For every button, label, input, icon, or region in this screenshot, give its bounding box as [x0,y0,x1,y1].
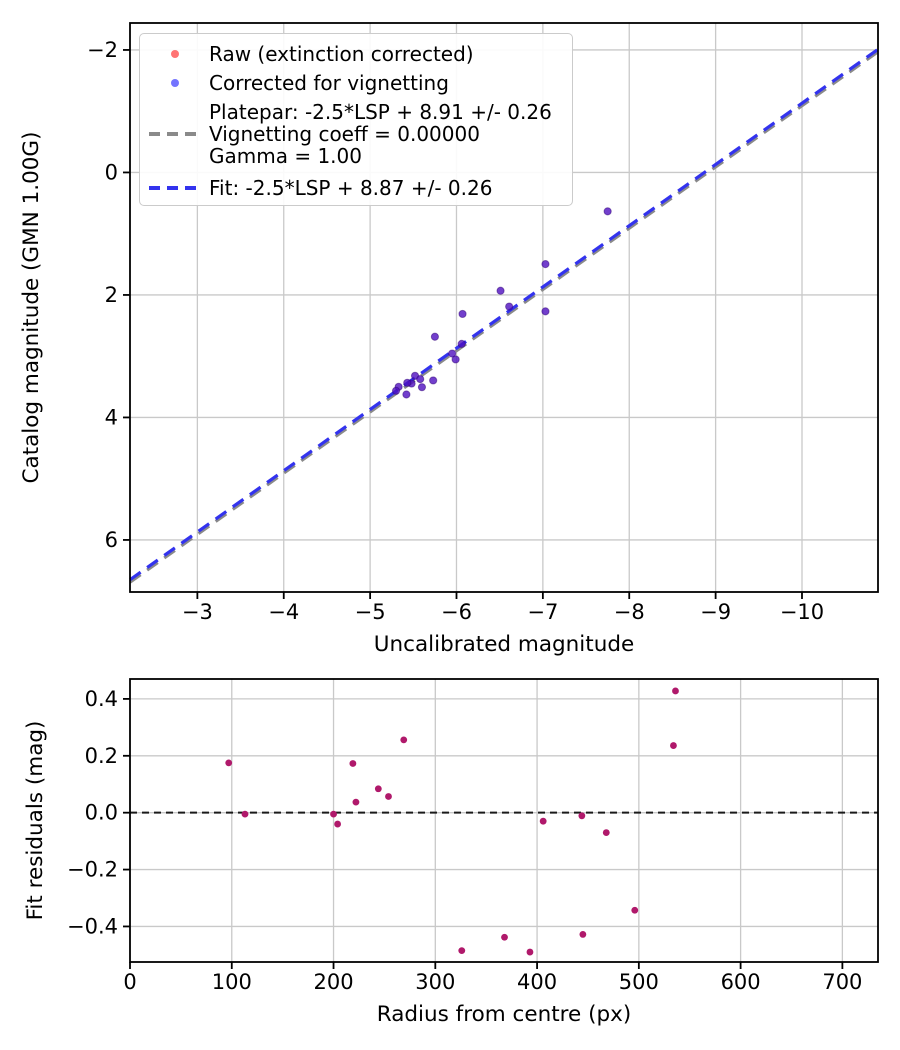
x-tick-label: −10 [779,600,825,624]
residual-point [225,760,232,767]
corrected-star-point [506,303,513,310]
y-tick-label: 0.2 [84,743,118,768]
x-tick-label: −9 [700,600,732,624]
legend-entry-raw [140,40,474,68]
y-tick-label: 2 [104,282,118,307]
x-tick-label: −8 [613,600,645,624]
y-axis-label: Fit residuals (mag) [23,720,48,921]
fit-dash-icon [149,186,201,190]
residual-point [330,811,337,818]
legend-platepar-line3: Gamma = 1.00 [209,144,362,168]
corrected-star-point [431,333,438,340]
y-axis-label: Catalog magnitude (GMN 1.00G) [19,131,44,484]
y-tick-label: 6 [104,527,118,552]
x-tick-label: 600 [720,970,761,994]
corrected-star-point [459,310,466,317]
raw-marker-icon [171,50,179,58]
corrected-star-point [542,261,549,268]
residual-point [672,688,679,695]
residual-point [527,949,534,956]
corrected-star-point [418,384,425,391]
x-tick-label: −7 [527,600,559,624]
corrected-star-point [458,340,465,347]
residual-point [501,934,508,941]
legend-vignetting-label: Corrected for vignetting [209,71,449,95]
residual-point [349,760,356,767]
corrected-star-point [404,379,411,386]
x-tick-label: 100 [211,970,252,994]
legend-raw-label: Raw (extinction corrected) [209,42,474,66]
platepar-dash-icon [149,132,201,136]
legend-platepar-line1: Platepar: -2.5*LSP + 8.91 +/- 0.26 [209,100,552,124]
corrected-star-point [497,287,504,294]
legend-fit-label: Fit: -2.5*LSP + 8.87 +/- 0.26 [209,176,493,200]
y-tick-label: 0 [104,160,118,185]
y-tick-label: 0.0 [84,800,118,825]
x-tick-label: 400 [517,970,558,994]
legend-entry-vignetting [140,69,449,97]
legend-platepar-line2: Vignetting coeff = 0.00000 [209,122,480,146]
corrected-star-point [403,391,410,398]
x-tick-label: 200 [313,970,354,994]
residual-point [334,821,341,828]
corrected-star-point [542,308,549,315]
residual-point [670,742,677,749]
x-tick-label: −6 [441,600,472,624]
x-axis-label: Uncalibrated magnitude [373,632,635,657]
x-tick-label: 300 [415,970,456,994]
fit-residuals-plot [23,679,878,1027]
x-axis-label: Radius from centre (px) [376,1002,632,1027]
y-tick-label: −0.2 [67,857,118,882]
residual-point [375,785,382,792]
legend [139,33,573,206]
corrected-star-point [392,387,399,394]
x-tick-label: −5 [354,600,386,624]
x-tick-label: 700 [822,970,863,994]
corrected-star-point [604,208,611,215]
residual-point [400,736,407,743]
residual-point [579,931,586,938]
x-tick-label: 0 [123,970,137,994]
vignetting-marker-icon [171,79,179,87]
residual-point [578,812,585,819]
x-tick-label: 500 [618,970,659,994]
residual-point [353,799,360,806]
residual-points [225,688,679,956]
y-tick-label: −0.4 [67,914,118,939]
residual-point [242,811,249,818]
x-tick-label: −4 [268,600,300,624]
corrected-star-point [417,375,424,382]
corrected-star-point [430,377,437,384]
axes-frame [130,679,878,962]
y-tick-label: −2 [87,37,118,62]
residual-point [603,829,610,836]
y-tick-label: 0.4 [84,686,118,711]
residual-point [540,818,547,825]
residual-point [385,793,392,800]
legend-entry-fit [140,175,492,201]
residual-point [458,947,465,954]
legend-entry-platepar [140,101,552,167]
corrected-star-point [452,356,459,363]
x-tick-label: −3 [181,600,213,624]
residual-point [631,907,638,914]
y-tick-label: 4 [104,405,118,430]
